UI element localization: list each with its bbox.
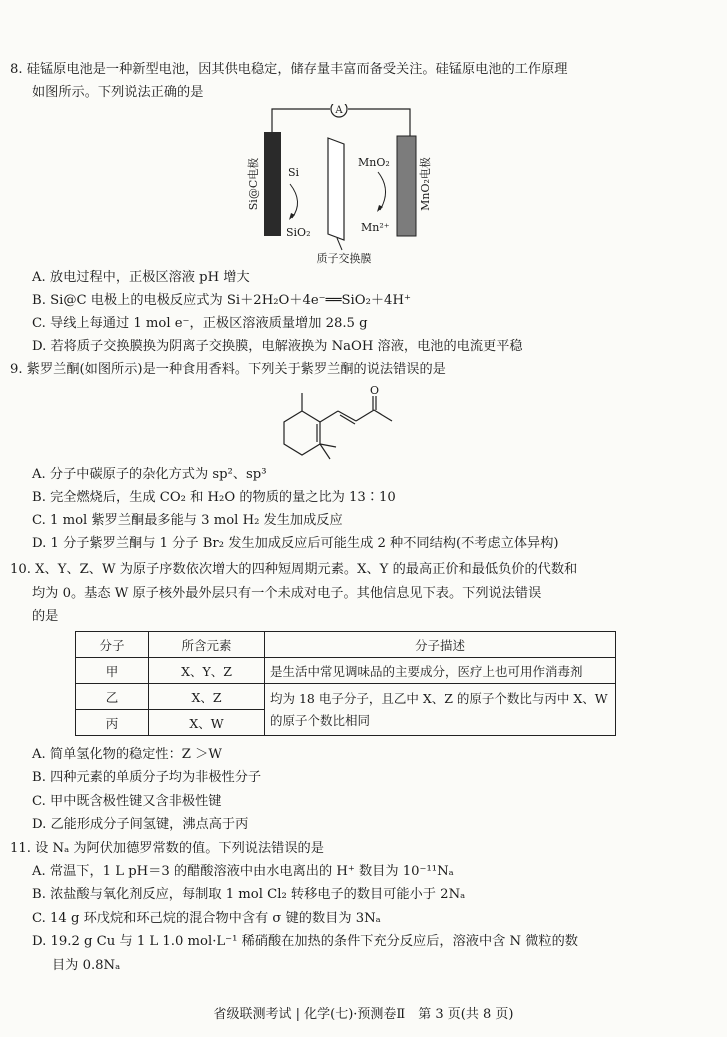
row-molecule: 乙 [76, 684, 149, 710]
row-elements: X、Z [149, 684, 265, 710]
row-elements: X、Y、Z [149, 658, 265, 684]
mno2-label: MnO₂ [358, 156, 390, 169]
q8-option-b: B. Si@C 电极上的电极反应式为 Si＋2H₂O＋4e⁻══SiO₂＋4H⁺ [32, 293, 411, 308]
page-footer: 省级联测考试 | 化学(七)·预测卷Ⅱ 第 3 页(共 8 页) [213, 1007, 514, 1022]
table-row [76, 658, 616, 684]
q10-stem-line2: 均为 0。基态 W 原子核外最外层只有一个未成对电子。其他信息见下表。下列说法错误 [32, 586, 542, 601]
row-elements: X、W [149, 710, 265, 736]
wire [348, 109, 410, 136]
header-elements: 所含元素 [149, 632, 265, 658]
table-header-row [76, 632, 616, 658]
header-molecule: 分子 [76, 632, 149, 658]
q9-option-d: D. 1 分子紫罗兰酮与 1 分子 Br₂ 发生加成反应后可能生成 2 种不同结构(不考虑立体异构) [32, 536, 559, 551]
row-molecule: 甲 [76, 658, 149, 684]
q8-option-c: C. 导线上每通过 1 mol e⁻，正极区溶液质量增加 28.5 g [32, 316, 368, 331]
row-description: 是生活中常见调味品的主要成分，医疗上也可用作消毒剂 [265, 658, 616, 684]
proton-exchange-membrane [328, 138, 344, 240]
si-label: Si [288, 166, 300, 179]
row-description-merged [265, 684, 616, 736]
q10-stem-line1: 10. X、Y、Z、W 为原子序数依次增大的四种短周期元素。X、Y 的最高正价和最低负价的代数和 [10, 562, 578, 577]
right-electrode-label: MnO₂电极 [419, 157, 432, 211]
ammeter-label: A [335, 105, 343, 116]
ionone-structure [268, 383, 408, 465]
mno2-electrode [397, 136, 416, 236]
q11-option-c: C. 14 g 环戊烷和环己烷的混合物中含有 σ 键的数目为 3Nₐ [32, 911, 381, 926]
reduction-arrow [378, 172, 386, 210]
q11-option-a: A. 常温下，1 L pH＝3 的醋酸溶液中由水电离出的 H⁺ 数目为 10⁻¹¹Nₐ [32, 864, 454, 879]
mn2-label: Mn²⁺ [361, 221, 390, 234]
element-info-table [75, 631, 616, 736]
carbonyl-oxygen: O [369, 384, 380, 397]
q10-option-d: D. 乙能形成分子间氢键，沸点高于丙 [32, 817, 249, 832]
q9-stem: 9. 紫罗兰酮(如图所示)是一种食用香料。下列关于紫罗兰酮的说法错误的是 [10, 362, 446, 377]
q8-option-d: D. 若将质子交换膜换为阴离子交换膜，电解液换为 NaOH 溶液，电池的电流更平稳 [32, 339, 523, 354]
q8-option-a: A. 放电过程中，正极区溶液 pH 增大 [32, 270, 250, 285]
q8-stem-line2: 如图所示。下列说法正确的是 [32, 85, 204, 100]
galvanic-cell-diagram [200, 104, 460, 270]
q9-option-a: A. 分子中碳原子的杂化方式为 sp²、sp³ [32, 467, 267, 482]
q9-option-b: B. 完全燃烧后，生成 CO₂ 和 H₂O 的物质的量之比为 13∶10 [32, 490, 396, 505]
row-description-line2: 的原子个数比相同 [270, 712, 371, 728]
row-description-line1: 均为 18 电子分子，且乙中 X、Z 的原子个数比与丙中 X、W [270, 690, 608, 706]
q11-option-d-line2: 目为 0.8Nₐ [52, 958, 121, 973]
q11-option-d-line1: D. 19.2 g Cu 与 1 L 1.0 mol·L⁻¹ 稀硝酸在加热的条件下充分反应后，溶液中含 N 微粒的数 [32, 934, 578, 949]
q11-option-b: B. 浓盐酸与氧化剂反应，每制取 1 mol Cl₂ 转移电子的数目可能小于 2Nₐ [32, 887, 466, 902]
left-electrode-label: Si@C电极 [247, 157, 260, 211]
table-row [76, 684, 616, 710]
cyclohexene-ring [284, 411, 320, 455]
q9-option-c: C. 1 mol 紫罗兰酮最多能与 3 mol H₂ 发生加成反应 [32, 513, 343, 528]
q10-option-b: B. 四种元素的单质分子均为非极性分子 [32, 770, 262, 785]
si-c-electrode [264, 132, 281, 236]
header-description: 分子描述 [265, 632, 616, 658]
sio2-label: SiO₂ [286, 226, 311, 239]
q8-stem-line1: 8. 硅锰原电池是一种新型电池，因其供电稳定，储存量丰富而备受关注。硅锰原电池的工作原理 [10, 62, 568, 77]
q10-option-c: C. 甲中既含极性键又含非极性键 [32, 794, 222, 809]
q11-stem: 11. 设 Nₐ 为阿伏加德罗常数的值。下列说法错误的是 [10, 841, 324, 856]
q10-stem-line3: 的是 [32, 609, 59, 624]
membrane-label: 质子交换膜 [316, 252, 372, 265]
q10-option-a: A. 简单氢化物的稳定性：Z ＞W [32, 747, 222, 762]
row-molecule: 丙 [76, 710, 149, 736]
wire [272, 109, 330, 116]
oxidation-arrow [290, 184, 298, 218]
